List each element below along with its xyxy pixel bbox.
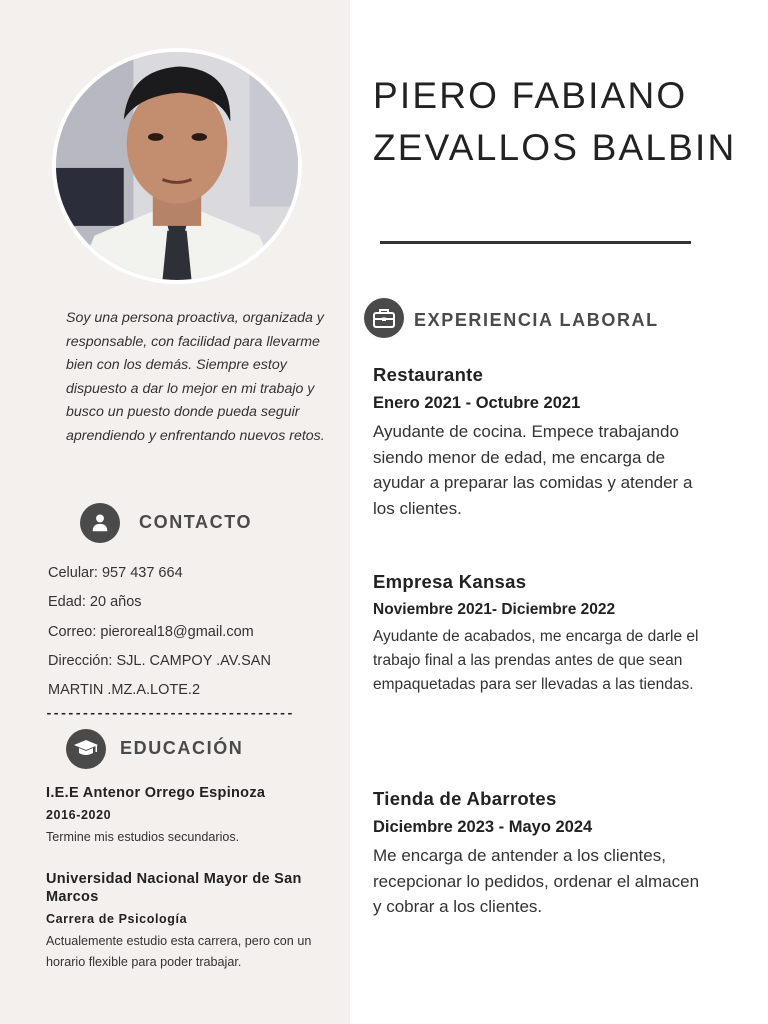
- about-text: Soy una persona proactiva, organizada y responsable, con facilidad para llevarme bien con los demás. Siempre estoy dispuesto a dar lo mejor en mi trabajo y busco un puesto donde pueda seguir aprendiendo y enfrentando nuevos retos.: [66, 310, 325, 444]
- contact-email: Correo: pieroreal18@gmail.com: [48, 623, 254, 640]
- job-company: Tienda de Abarrotes: [373, 788, 557, 809]
- job-dates: Enero 2021 - Octubre 2021: [373, 394, 581, 412]
- job-dates: Noviembre 2021- Diciembre 2022: [373, 601, 616, 618]
- profile-photo: [52, 48, 302, 284]
- education-item: [46, 870, 316, 972]
- education-description: Termine mis estudios secundarios.: [46, 830, 240, 844]
- job-description: Me encarga de antender a los clientes, recepcionar lo pedidos, ordenar el almacen y cobrar a los clientes.: [373, 846, 700, 916]
- education-school: Universidad Nacional Mayor de San Marcos: [46, 871, 302, 905]
- experience-title: EXPERIENCIA LABORAL: [414, 310, 659, 330]
- job-entry: [373, 571, 703, 697]
- dashed-divider: ----------------------------------: [45, 706, 294, 721]
- education-item: [46, 784, 316, 848]
- contact-title: CONTACTO: [139, 512, 253, 532]
- job-entry: [373, 364, 703, 521]
- person-icon: [80, 503, 120, 543]
- name-line-2: ZEVALLOS BALBIN: [373, 127, 737, 168]
- job-company: Restaurante: [373, 364, 484, 385]
- contact-phone: Celular: 957 437 664: [48, 565, 183, 581]
- job-dates: Diciembre 2023 - Mayo 2024: [373, 818, 593, 836]
- education-school: I.E.E Antenor Orrego Espinoza: [46, 785, 266, 801]
- briefcase-icon: [364, 298, 404, 338]
- education-detail: Carrera de Psicología: [46, 912, 188, 926]
- left-column: [0, 0, 350, 1024]
- job-entry: [373, 788, 703, 920]
- name-line-1: PIERO FABIANO: [373, 75, 688, 116]
- job-description: Ayudante de cocina. Empece trabajando siendo menor de edad, me encarga de ayudar a preparar las comidas y atender a los clientes.: [373, 422, 693, 518]
- name-underline: [380, 241, 691, 244]
- education-title: EDUCACIÓN: [120, 738, 244, 758]
- education-detail: 2016-2020: [46, 808, 112, 822]
- contact-address: Dirección: SJL. CAMPOY .AV.SAN MARTIN .MZ.A.LOTE.2: [48, 652, 271, 699]
- education-description: Actualemente estudio esta carrera, pero con un horario flexible para poder trabajar.: [46, 934, 312, 969]
- contact-list: [48, 559, 328, 705]
- graduation-cap-icon: [66, 729, 106, 769]
- contact-age: Edad: 20 años: [48, 594, 142, 611]
- job-description: Ayudante de acabados, me encarga de darle el trabajo final a las prendas antes de que sean empaquetadas para ser llevadas a las tiendas.: [373, 628, 699, 693]
- job-company: Empresa Kansas: [373, 571, 527, 592]
- full-name: [373, 70, 736, 174]
